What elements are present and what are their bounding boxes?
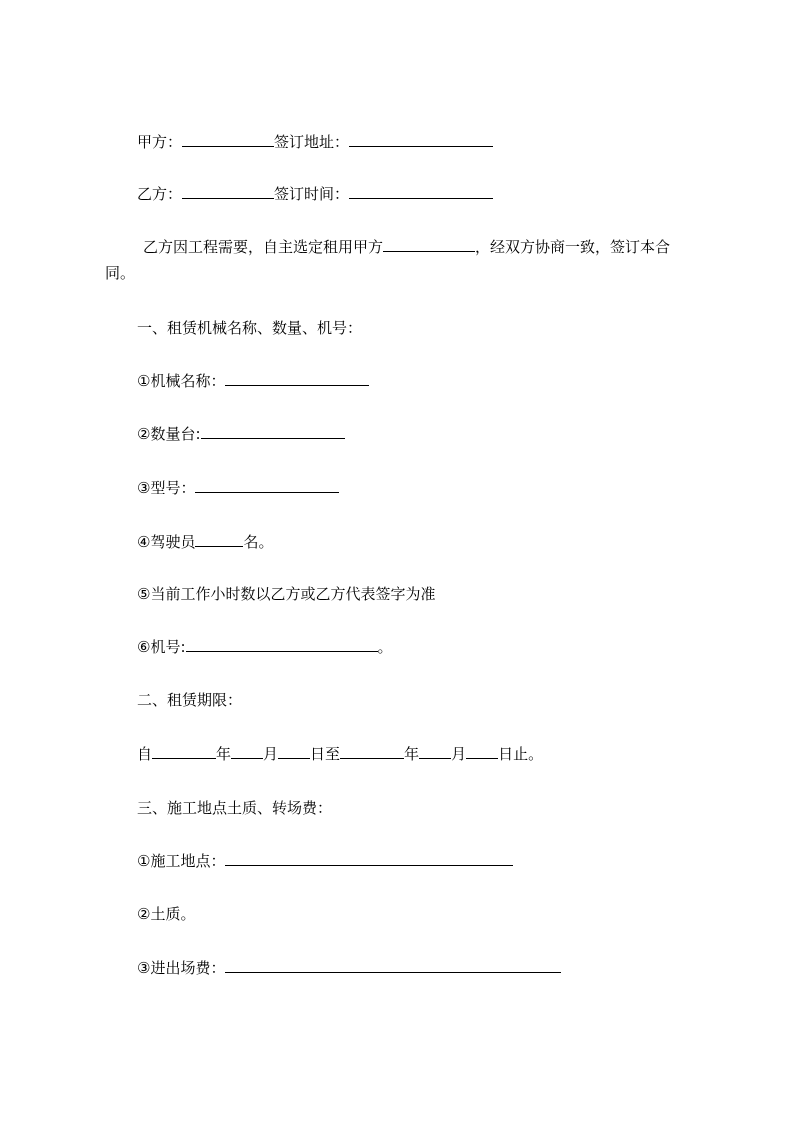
site-label: ①施工地点： (137, 852, 226, 870)
party-a-line (137, 132, 493, 152)
period-from: 自 (137, 745, 153, 763)
model-line (137, 478, 339, 498)
start-year-label: 年 (216, 745, 232, 763)
intro-text-1: 乙方因工程需要，自主选定租用甲方 (143, 238, 384, 256)
start-year-blank[interactable] (152, 744, 216, 759)
party-b-line (137, 184, 493, 204)
sign-address-blank[interactable] (349, 132, 493, 147)
start-day-blank[interactable] (278, 744, 310, 759)
machine-number-line (137, 637, 393, 657)
party-b-label: 乙方： (137, 185, 183, 203)
intro-line-2 (105, 263, 135, 283)
transfer-fee-blank[interactable] (225, 958, 561, 973)
machine-number-label: ⑥机号: (137, 638, 186, 656)
section3-title: 三、施工地点土质、转场费： (137, 799, 333, 817)
intro-text-3: 同。 (105, 264, 136, 282)
machine-number-blank[interactable] (186, 637, 378, 652)
sign-time-blank[interactable] (349, 184, 493, 199)
driver-line (137, 532, 273, 552)
quantity-blank[interactable] (201, 424, 345, 439)
end-day-label: 日止。 (498, 745, 544, 763)
end-year-blank[interactable] (340, 744, 404, 759)
site-line (137, 851, 513, 871)
site-blank[interactable] (225, 851, 513, 866)
model-blank[interactable] (195, 478, 339, 493)
driver-suffix: 名。 (243, 533, 274, 551)
quantity-label: ②数量台: (137, 425, 201, 443)
transfer-fee-label: ③进出场费： (137, 959, 226, 977)
end-year-label: 年 (404, 745, 420, 763)
work-hours-line: ⑤当前工作小时数以乙方或乙方代表签字为准 (137, 585, 436, 603)
start-month-blank[interactable] (231, 744, 263, 759)
machine-name-line (137, 371, 369, 391)
start-month-label: 月 (263, 745, 279, 763)
lessor-blank[interactable] (383, 237, 475, 252)
section1-title: 一、租赁机械名称、数量、机号： (137, 319, 363, 337)
section2-title: 二、租赁期限： (137, 691, 243, 709)
machine-name-label: ①机械名称： (137, 372, 226, 390)
sign-address-label: 签订地址： (274, 133, 350, 151)
party-b-blank[interactable] (182, 184, 274, 199)
party-a-label: 甲方： (137, 133, 183, 151)
driver-label: ④驾驶员 (137, 533, 196, 551)
party-a-blank[interactable] (182, 132, 274, 147)
sign-time-label: 签订时间： (274, 185, 350, 203)
period-line (137, 744, 543, 764)
end-day-blank[interactable] (466, 744, 498, 759)
soil-line: ②土质。 (137, 905, 196, 923)
end-month-label: 月 (451, 745, 467, 763)
machine-number-suffix: 。 (377, 638, 393, 656)
transfer-fee-line (137, 958, 561, 978)
intro-line (143, 237, 670, 257)
machine-name-blank[interactable] (225, 371, 369, 386)
intro-text-2: ，经双方协商一致，签订本合 (475, 238, 671, 256)
driver-blank[interactable] (195, 532, 243, 547)
quantity-line (137, 424, 345, 444)
end-month-blank[interactable] (419, 744, 451, 759)
start-day-label: 日至 (310, 745, 341, 763)
model-label: ③型号： (137, 479, 196, 497)
